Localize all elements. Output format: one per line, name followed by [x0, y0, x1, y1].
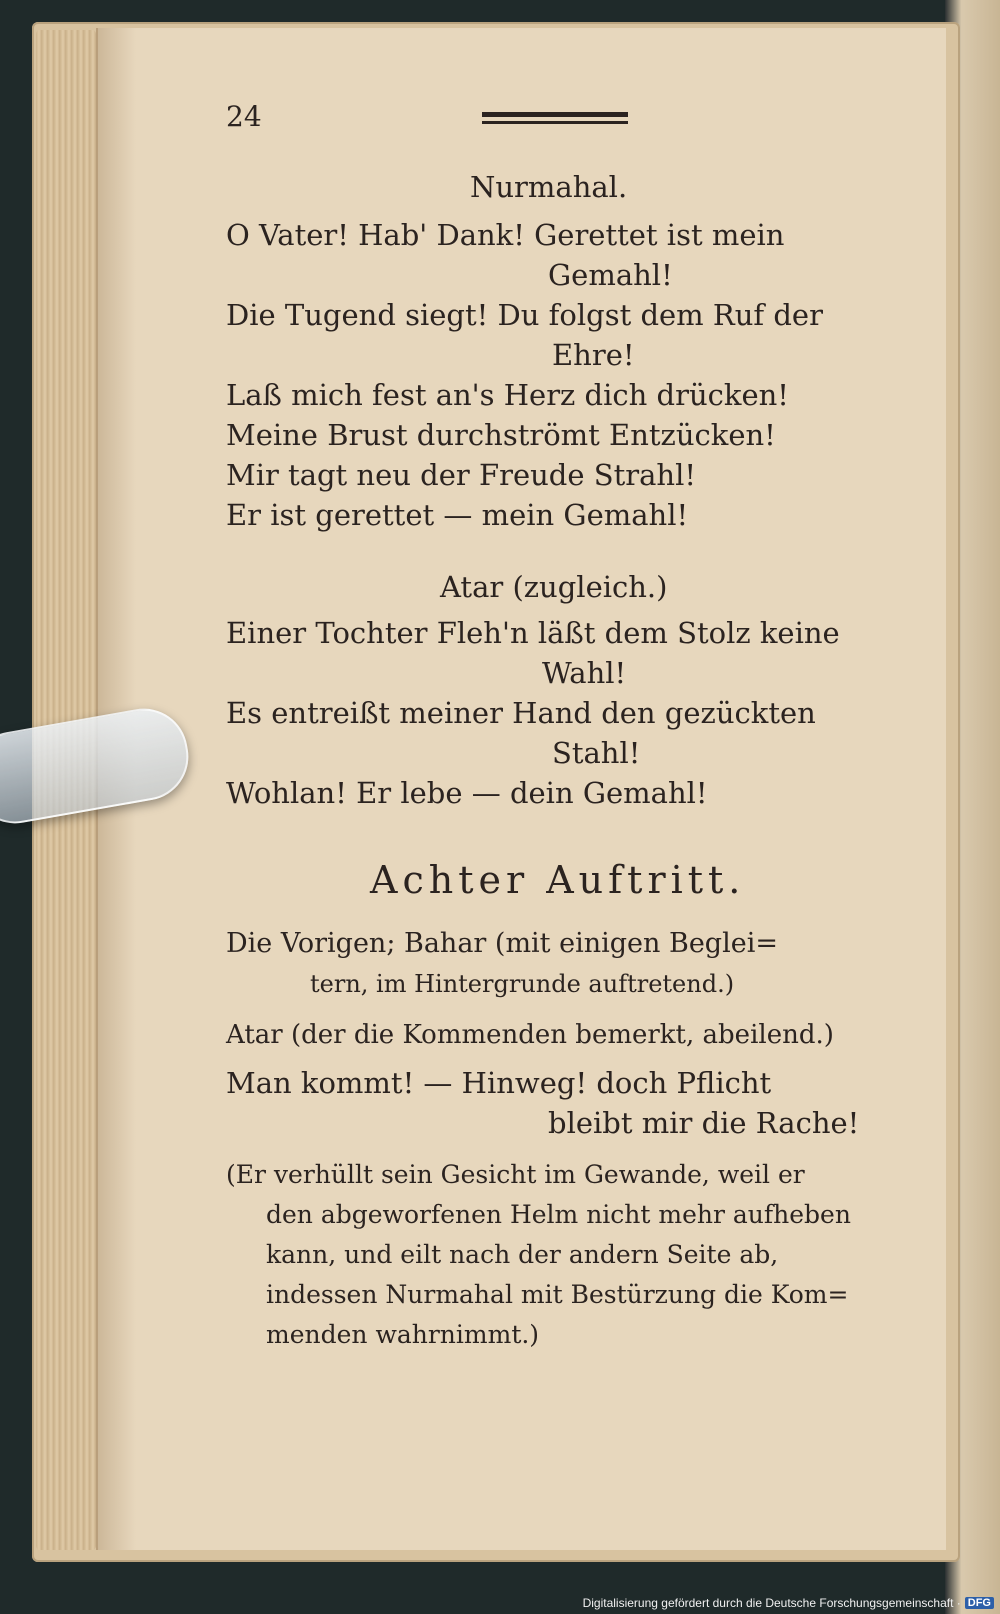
- verse-line: Meine Brust durchströmt Entzücken!: [226, 418, 776, 452]
- stage-direction: den abgeworfenen Helm nicht mehr aufheben: [266, 1200, 851, 1229]
- verse-line: Wahl!: [542, 656, 627, 690]
- footer-credit: [583, 1596, 994, 1610]
- stage-direction: menden wahrnimmt.): [266, 1320, 540, 1349]
- verse-line: Mir tagt neu der Freude Strahl!: [226, 458, 697, 492]
- stage-direction: indessen Nurmahal mit Bestürzung die Kom=: [266, 1280, 849, 1309]
- stage-direction: tern, im Hintergrunde auftretend.): [310, 970, 735, 998]
- stage-direction: Atar (der die Kommenden bemerkt, abeilend.): [226, 1020, 834, 1050]
- page-number: 24: [226, 100, 262, 133]
- header-rule-bar: [482, 112, 628, 117]
- verse-line: Gemahl!: [548, 258, 673, 292]
- scene-heading: Achter Auftritt.: [370, 858, 746, 902]
- verse-line: Stahl!: [552, 736, 641, 770]
- header-rule-bar: [482, 121, 628, 124]
- speaker-atar: Atar (zugleich.): [440, 570, 668, 604]
- header-rule: [482, 112, 628, 126]
- verse-line: Er ist gerettet — mein Gemahl!: [226, 498, 689, 532]
- stage-direction: kann, und eilt nach der andern Seite ab,: [266, 1240, 779, 1269]
- stage-direction: Die Vorigen; Bahar (mit einigen Beglei=: [226, 928, 778, 959]
- verse-line: Wohlan! Er lebe — dein Gemahl!: [226, 776, 708, 810]
- dfg-logo: DFG: [965, 1597, 994, 1609]
- verse-line: O Vater! Hab' Dank! Gerettet ist mein: [226, 218, 785, 252]
- verse-line: bleibt mir die Rache!: [548, 1106, 860, 1140]
- verse-line: Ehre!: [552, 338, 635, 372]
- stage-direction: (Er verhüllt sein Gesicht im Gewande, weil er: [226, 1160, 805, 1189]
- verse-line: Es entreißt meiner Hand den gezückten: [226, 696, 816, 730]
- verse-line: Laß mich fest an's Herz dich drücken!: [226, 378, 789, 412]
- verse-line: Einer Tochter Fleh'n läßt dem Stolz keine: [226, 616, 840, 650]
- speaker-nurmahal: Nurmahal.: [470, 170, 628, 204]
- verse-line: Die Tugend siegt! Du folgst dem Ruf der: [226, 298, 823, 332]
- verse-line: Man kommt! — Hinweg! doch Pflicht: [226, 1066, 772, 1100]
- footer-credit-text: Digitalisierung gefördert durch die Deutsche Forschungsgemeinschaft ·: [582, 1596, 961, 1610]
